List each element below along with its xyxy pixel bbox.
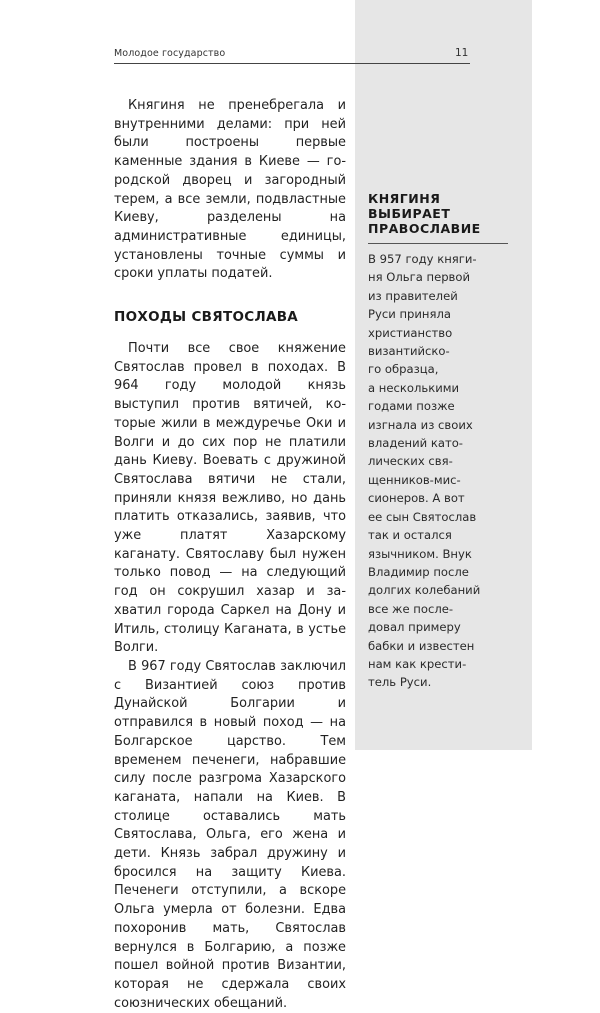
sidebar-divider (368, 243, 508, 244)
sidebar-text-line: долгих колебаний (368, 583, 481, 598)
sidebar-text-line: довал примеру (368, 620, 461, 635)
sidebar-text-line: щенников-мис- (368, 472, 461, 487)
sidebar-text-line: го образца, (368, 362, 439, 377)
sidebar-text-line: все же после- (368, 601, 454, 616)
sidebar-text-line: тель Руси. (368, 675, 432, 690)
sidebar-text-line: Владимир после (368, 564, 469, 579)
sidebar-text-line: нам как крести- (368, 656, 467, 671)
page-number: 11 (455, 47, 469, 59)
sidebar-text (368, 250, 516, 692)
sidebar-text-line: лических свя- (368, 454, 453, 469)
sidebar-text-line: ня Ольга первой (368, 270, 471, 285)
sidebar-text-line: владений като- (368, 436, 463, 451)
sidebar-text-line: изгнала из своих (368, 417, 473, 432)
sidebar-text-line: В 957 году княги- (368, 252, 477, 266)
sidebar-text-line: христианство (368, 325, 453, 340)
sidebar-text-line: так и остался (368, 528, 452, 543)
paragraph-campaigns: Почти все свое княжение Святослав провел в походах. В 964 году молодой князь выступил против вятичей, которые жили в междуречье Оки и Волги и до сих пор не платили дань Киеву. Воевать с дружиной Святослава вятичи не стали, приняли князя вежливо, но дань платить отказались, заявив, что уже платят Хазарскому каганату. Святославу был нужен только повод — на следующий год он сокрушил хазар и захватил города Саркел на Дону и Итиль, столицу Каганата, в устье Волги. (114, 341, 346, 656)
paragraph-byzantium: В 967 году Святослав заключил с Византией союз против Дунайской Болгарии и отправился в новый поход — на Болгарское царство. Тем временем печенеги, набравшие силу после разгрома Хазарского каганата, напали на Киев. В столице оставались мать Святослава, Ольга, его жена и дети. Князь забрал дружину и бросился на защиту Киева. Печенеги отступили, а вскоре Ольга умерла от болезни. Едва похоронив мать, Святослав вернулся в Болгарию, а позже пошел войной против Византии, которая не сдержала своих союзнических обещаний. (114, 658, 346, 1011)
section-heading-campaigns: ПОХОДЫ СВЯТОСЛАВА (114, 309, 299, 326)
sidebar-text-line: годами позже (368, 399, 455, 414)
sidebar-heading-line: ВЫБИРАЕТ (368, 206, 451, 221)
header-divider (114, 63, 470, 64)
sidebar-heading (368, 191, 516, 236)
sidebar-text-line: из правителей (368, 288, 458, 303)
sidebar-column (368, 191, 516, 692)
sidebar-text-line: византийско- (368, 344, 450, 359)
sidebar-heading-line: ПРАВОСЛАВИЕ (368, 221, 481, 236)
sidebar-text-line: Руси приняла (368, 307, 451, 322)
running-header: Молодое государство (114, 48, 226, 59)
paragraph-internal-affairs: Княгиня не пренебрегала и внутренними делами: при ней были построены первые каменные здания в Киеве — городской дворец и загородный терем, а все земли, подвластные Киеву, разделены на административные единицы, установлены точные суммы и сроки уплаты податей. (114, 98, 346, 282)
main-column (114, 97, 346, 1013)
sidebar-text-line: бабки и известен (368, 638, 475, 653)
sidebar-text-line: а несколькими (368, 380, 460, 395)
sidebar-text-line: язычником. Внук (368, 546, 472, 561)
sidebar-text-line: сионеров. А вот (368, 491, 465, 506)
sidebar-text-line: ее сын Святослав (368, 509, 477, 524)
sidebar-heading-line: КНЯГИНЯ (368, 191, 441, 206)
